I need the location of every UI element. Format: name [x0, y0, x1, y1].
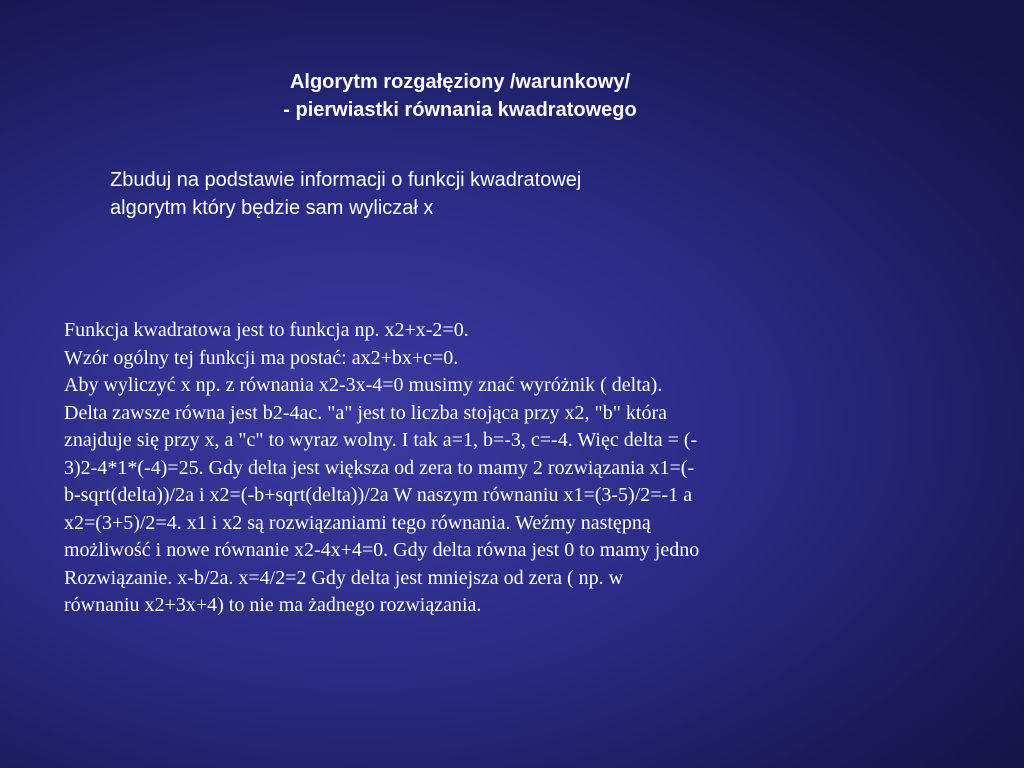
explanation-line-6: 3)2-4*1*(-4)=25. Gdy delta jest większa od zera to mamy 2 rozwiązania x1=(- [64, 456, 695, 479]
slide-title [200, 68, 720, 124]
task-line-1: Zbuduj na podstawie informacji o funkcji kwadratowej [110, 169, 582, 191]
explanation-line-3: Aby wyliczyć x np. z równania x2-3x-4=0 musimy znać wyróżnik ( delta). [64, 374, 663, 396]
explanation-line-1: Funkcja kwadratowa jest to funkcja np. x2+x-2=0. [64, 319, 469, 341]
explanation-line-5: znajduje się przy x, a "c" to wyraz wolny. I tak a=1, b=-3, c=-4. Więc delta = (- [64, 429, 698, 451]
explanation-line-2: Wzór ogólny tej funkcji ma postać: ax2+bx+c=0. [64, 346, 459, 369]
explanation-line-8: x2=(3+5)/2=4. x1 i x2 są rozwiązaniami tego równania. Weźmy następną [64, 511, 651, 534]
explanation-line-9: możliwość i nowe równanie x2-4x+4=0. Gdy delta równa jest 0 to mamy jedno [64, 539, 700, 561]
explanation-line-4: Delta zawsze równa jest b2-4ac. "a" jest to liczba stojąca przy x2, "b" która [64, 401, 667, 424]
task-description [110, 166, 810, 222]
slide-title-line-2: - pierwiastki równania kwadratowego [283, 99, 637, 121]
explanation-line-11: równaniu x2+3x+4) to nie ma żadnego rozwiązania. [64, 594, 482, 616]
explanation-text [64, 317, 944, 620]
explanation-line-10: Rozwiązanie. x-b/2a. x=4/2=2 Gdy delta jest mniejsza od zera ( np. w [64, 566, 624, 589]
explanation-line-7: b-sqrt(delta))/2a i x2=(-b+sqrt(delta))/2a W naszym równaniu x1=(3-5)/2=-1 a [64, 484, 693, 506]
task-line-2: algorytm który będzie sam wyliczał x [110, 197, 434, 219]
slide-title-line-1: Algorytm rozgałęziony /warunkowy/ [289, 71, 631, 93]
